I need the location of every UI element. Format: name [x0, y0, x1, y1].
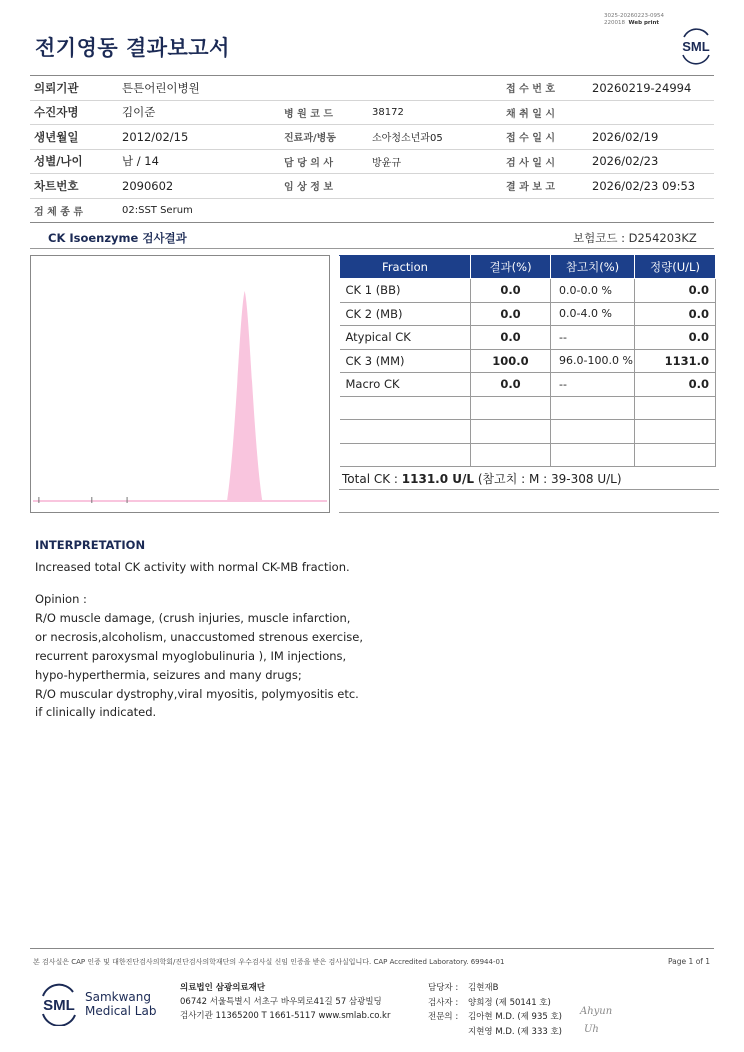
- organization-name: 의료법인 삼광의료재단: [180, 983, 266, 993]
- print-code-line2: 220018: [604, 20, 625, 26]
- opinion-block: [35, 590, 363, 722]
- fraction-result: 100.0: [471, 349, 551, 373]
- fraction-reference: 0.0-4.0 %: [551, 302, 635, 326]
- opinion-line: or necrosis,alcoholism, unaccustomed strenous exercise,: [35, 629, 364, 644]
- patient-info-table: [30, 75, 714, 223]
- info-key: [280, 76, 372, 101]
- fraction-reference: 96.0-100.0 %: [551, 349, 635, 373]
- interpretation-text: Increased total CK activity with normal CK-MB fraction.: [35, 560, 350, 574]
- organization-info: [180, 981, 390, 1023]
- info-row: [30, 149, 714, 174]
- info-row-specimen: [30, 198, 714, 223]
- opinion-line: if clinically indicated.: [35, 705, 157, 720]
- fraction-header: 정량(U/L): [635, 256, 716, 279]
- organization-address: 06742 서울특별시 서초구 바우뫼로41길 57 삼광빌딩: [180, 997, 382, 1007]
- fraction-row: [340, 279, 716, 303]
- info-value: 2090602: [122, 174, 280, 199]
- sml-footer-logo-text: SML: [43, 997, 75, 1014]
- total-ck-value: 1131.0 U/L: [401, 472, 475, 486]
- fraction-header: 참고치(%): [551, 256, 635, 279]
- info-row: [30, 100, 714, 125]
- fraction-reference: --: [551, 326, 635, 350]
- info-key: 생년월일: [30, 125, 122, 150]
- empty-cell: [340, 396, 471, 420]
- brand-name: [85, 990, 156, 1018]
- staff-label: 검사자 :: [428, 997, 459, 1008]
- fraction-row: [340, 326, 716, 350]
- empty-cell: [635, 396, 716, 420]
- empty-cell: [340, 420, 471, 444]
- fraction-quantity: 1131.0: [635, 349, 716, 373]
- accreditation-note: 본 검사실은 CAP 인증 및 대한진단검사의학회/진단검사의학재단의 우수검사실 신임 인증을 받은 검사실입니다. CAP Accredited Laboratory. 69944-01: [33, 958, 505, 966]
- staff-label: [428, 1025, 468, 1040]
- staff-row: [428, 996, 562, 1011]
- document-title: 전기영동 결과보고서: [35, 36, 230, 60]
- fraction-reference: --: [551, 373, 635, 397]
- opinion-title: Opinion :: [35, 592, 87, 606]
- print-code: [604, 13, 664, 27]
- sml-logo-icon: [676, 25, 716, 65]
- total-divider-bottom: [339, 512, 719, 513]
- fraction-row-empty: [340, 396, 716, 420]
- print-code-line1: 3025-20260223-0954: [604, 13, 664, 19]
- electrophoresis-graph: [30, 255, 330, 513]
- staff-value: 양희정 (제 50141 호): [468, 997, 551, 1008]
- staff-list: [428, 981, 562, 1039]
- web-print-label: Web print: [628, 20, 660, 26]
- organization-contact: 검사기관 11365200 T 1661-5117 www.smlab.co.kr: [180, 1011, 391, 1021]
- staff-label: 담당자 :: [428, 983, 459, 993]
- fraction-row: [340, 302, 716, 326]
- insurance-code: 보험코드 : D254203KZ: [573, 231, 697, 245]
- electrophoresis-plot: [31, 256, 329, 512]
- fraction-name: Atypical CK: [340, 326, 471, 350]
- info-value: 김이준: [122, 100, 280, 125]
- info-key: 수진자명: [30, 100, 122, 125]
- info-value: 2012/02/15: [122, 125, 280, 150]
- info-row: [30, 125, 714, 150]
- empty-cell: [551, 420, 635, 444]
- fraction-name: CK 3 (MM): [340, 349, 471, 373]
- total-divider-top: [339, 489, 719, 490]
- empty-cell: [635, 420, 716, 444]
- fraction-row-empty: [340, 443, 716, 467]
- info-value: 2026/02/23 09:53: [592, 174, 714, 199]
- specimen-key: 검 체 종 류: [30, 198, 122, 223]
- fraction-quantity: 0.0: [635, 326, 716, 350]
- empty-cell: [471, 443, 551, 467]
- fraction-reference: 0.0-0.0 %: [551, 279, 635, 303]
- empty-cell: [471, 396, 551, 420]
- info-key: 진료과/병동: [280, 125, 372, 150]
- info-key: 접 수 일 시: [502, 125, 592, 150]
- staff-value: 김아현 M.D. (제 935 호): [468, 1012, 563, 1022]
- info-value: 남 / 14: [122, 149, 280, 174]
- info-key: 담 당 의 사: [280, 149, 372, 174]
- info-value: 38172: [372, 100, 502, 125]
- info-value: 방윤규: [372, 149, 502, 174]
- specimen-value: 02:SST Serum: [122, 198, 714, 223]
- footer-divider: [30, 948, 714, 949]
- fraction-name: Macro CK: [340, 373, 471, 397]
- total-ck-reference: (참고치 : M : 39-308 U/L): [474, 472, 622, 486]
- fraction-row: [340, 373, 716, 397]
- signature-2: Uh: [584, 1024, 599, 1035]
- signature-1: Ahyun: [580, 1006, 613, 1017]
- info-value: 2026/02/19: [592, 125, 714, 150]
- empty-cell: [551, 396, 635, 420]
- interpretation-title: INTERPRETATION: [35, 538, 146, 552]
- empty-cell: [551, 443, 635, 467]
- ck3-peak: [227, 291, 262, 501]
- page-number: Page 1 of 1: [668, 957, 711, 966]
- info-row: [30, 76, 714, 101]
- fraction-result: 0.0: [471, 302, 551, 326]
- info-value: [372, 174, 502, 199]
- brand-line2: Medical Lab: [85, 1004, 157, 1018]
- fraction-row-empty: [340, 420, 716, 444]
- staff-row: [428, 981, 562, 996]
- sml-logo-text: SML: [682, 39, 710, 54]
- empty-cell: [340, 443, 471, 467]
- total-ck-label: Total CK :: [342, 472, 402, 486]
- section-divider: [30, 248, 714, 249]
- fraction-header: Fraction: [340, 256, 471, 279]
- fraction-quantity: 0.0: [635, 279, 716, 303]
- staff-label: 전문의 :: [428, 1012, 459, 1022]
- empty-cell: [635, 443, 716, 467]
- fraction-name: CK 1 (BB): [340, 279, 471, 303]
- staff-value: 김현재B: [468, 983, 499, 993]
- section-title: CK Isoenzyme 검사결과: [48, 231, 187, 245]
- info-key: 검 사 일 시: [502, 149, 592, 174]
- sml-footer-logo-icon: [37, 982, 81, 1026]
- info-value: [592, 100, 714, 125]
- brand-line1: Samkwang: [85, 990, 151, 1004]
- info-key: 성별/나이: [30, 149, 122, 174]
- info-key: 의뢰기관: [30, 76, 122, 101]
- fraction-table: [339, 255, 716, 467]
- info-value: 소아청소년과05: [372, 125, 502, 150]
- empty-cell: [471, 420, 551, 444]
- info-value: [372, 76, 502, 101]
- staff-row: [428, 1010, 562, 1025]
- opinion-line: recurrent paroxysmal myoglobulinuria ), IM injections,: [35, 648, 347, 663]
- info-key: 채 취 일 시: [502, 100, 592, 125]
- info-key: 임 상 정 보: [280, 174, 372, 199]
- total-ck: [342, 470, 622, 487]
- info-value: 2026/02/23: [592, 149, 714, 174]
- fraction-quantity: 0.0: [635, 373, 716, 397]
- info-value: 20260219-24994: [592, 76, 714, 101]
- info-key: 접 수 번 호: [502, 76, 592, 101]
- staff-value: 지현영 M.D. (제 333 호): [468, 1026, 563, 1037]
- fraction-result: 0.0: [471, 279, 551, 303]
- staff-row: [428, 1025, 562, 1040]
- opinion-line: hypo-hyperthermia, seizures and many drugs;: [35, 667, 302, 682]
- fraction-row: [340, 349, 716, 373]
- opinion-line: R/O muscle damage, (crush injuries, muscle infarction,: [35, 610, 351, 625]
- info-row: [30, 174, 714, 199]
- fraction-name: CK 2 (MB): [340, 302, 471, 326]
- fraction-result: 0.0: [471, 326, 551, 350]
- info-key: 차트번호: [30, 174, 122, 199]
- fraction-header: 결과(%): [471, 256, 551, 279]
- info-key: 병 원 코 드: [280, 100, 372, 125]
- opinion-line: R/O muscular dystrophy,viral myositis, polymyositis etc.: [35, 686, 359, 701]
- fraction-quantity: 0.0: [635, 302, 716, 326]
- info-key: 결 과 보 고: [502, 174, 592, 199]
- info-value: 튼튼어린이병원: [122, 76, 280, 101]
- fraction-result: 0.0: [471, 373, 551, 397]
